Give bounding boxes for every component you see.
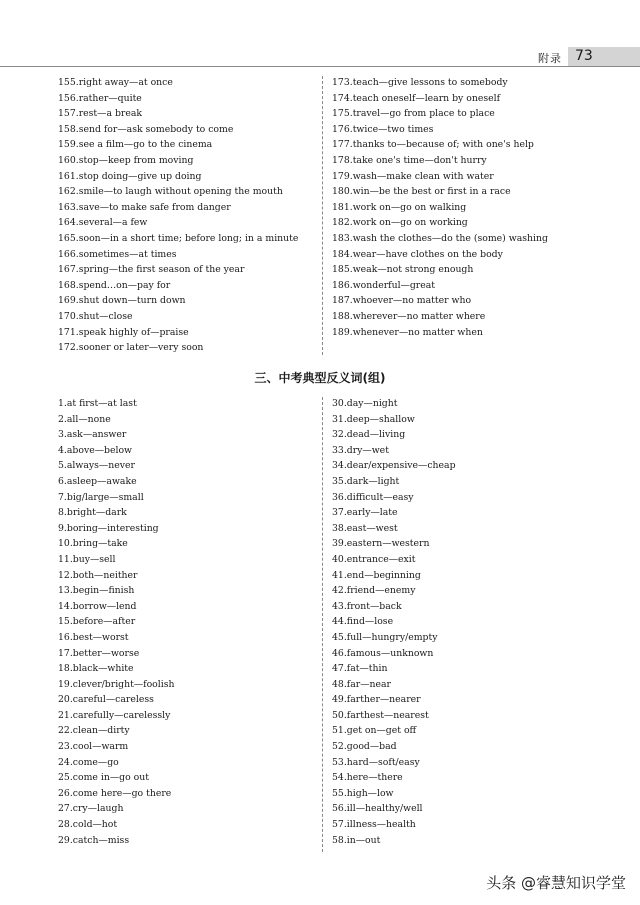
antonym-entry: 7.big/large—small — [58, 491, 144, 503]
antonym-entry: 44.find—lose — [332, 616, 394, 628]
section-title: 三、中考典型反义词(组) — [254, 371, 386, 385]
synonym-entry: 188.wherever—no matter where — [332, 310, 486, 322]
synonym-entry: 183.wash the clothes—do the (some) washing — [332, 232, 548, 244]
synonym-entry: 157.rest—a break — [58, 108, 143, 120]
synonym-list-right — [332, 75, 548, 340]
synonym-entry: 174.teach oneself—learn by oneself — [332, 92, 501, 104]
antonym-entry: 8.bright—dark — [58, 507, 127, 519]
synonym-entry: 184.wear—have clothes on the body — [332, 248, 503, 260]
antonym-entry: 46.famous—unknown — [332, 647, 434, 659]
antonym-entry: 31.deep—shallow — [332, 413, 415, 425]
antonym-entry: 1.at first—at last — [58, 398, 137, 409]
synonym-entry: 179.wash—make clean with water — [332, 170, 494, 182]
synonym-entry: 182.work on—go on working — [332, 217, 468, 229]
antonym-entry: 55.high—low — [332, 787, 394, 799]
antonym-entry: 45.full—hungry/empty — [332, 631, 438, 643]
synonym-entry: 159.see a film—go to the cinema — [58, 139, 213, 151]
synonym-list-left — [58, 75, 298, 356]
antonym-entry: 57.illness—health — [332, 819, 416, 831]
synonym-entry: 167.spring—the first season of the year — [58, 264, 245, 276]
antonym-entry: 48.far—near — [332, 678, 391, 690]
synonym-entry: 171.speak highly of—praise — [58, 326, 189, 338]
antonym-entry: 49.farther—nearer — [332, 694, 421, 706]
antonym-entry: 20.careful—careless — [58, 694, 154, 706]
antonym-entry: 39.eastern—western — [332, 538, 430, 550]
synonym-entry: 189.whenever—no matter when — [332, 326, 483, 338]
antonym-entry: 54.here—there — [332, 772, 403, 784]
antonym-entry: 28.cold—hot — [58, 819, 118, 831]
antonym-entry: 16.best—worst — [58, 631, 129, 643]
synonym-entry: 180.win—be the best or first in a race — [332, 186, 511, 198]
synonym-entry: 166.sometimes—at times — [58, 248, 177, 260]
synonym-entry: 172.sooner or later—very soon — [58, 342, 204, 354]
column-divider-bottom — [322, 397, 323, 852]
synonym-entry: 187.whoever—no matter who — [332, 295, 472, 307]
synonym-entry: 176.twice—two times — [332, 123, 434, 135]
antonym-entry: 21.carefully—carelessly — [58, 709, 171, 721]
antonym-entry: 47.fat—thin — [332, 663, 388, 675]
antonym-entry: 5.always—never — [58, 460, 135, 472]
synonym-entry: 181.work on—go on walking — [332, 201, 467, 213]
synonym-entry: 178.take one's time—don't hurry — [332, 154, 487, 166]
antonym-entry: 25.come in—go out — [58, 772, 149, 784]
synonym-entry: 160.stop—keep from moving — [58, 154, 194, 166]
synonym-entry: 162.smile—to laugh without opening the mouth — [58, 186, 283, 198]
antonym-entry: 27.cry—laugh — [58, 803, 124, 815]
antonym-entry: 22.clean—dirty — [58, 725, 130, 737]
antonym-entry: 51.get on—get off — [332, 725, 417, 737]
antonym-entry: 43.front—back — [332, 600, 402, 612]
page-number: 73 — [575, 48, 593, 64]
antonym-entry: 34.dear/expensive—cheap — [332, 460, 456, 472]
antonym-entry: 12.both—neither — [58, 569, 138, 581]
watermark: 头条 @睿慧知识学堂 — [486, 874, 626, 892]
synonym-entry: 175.travel—go from place to place — [332, 108, 495, 120]
synonym-entry: 186.wonderful—great — [332, 279, 436, 291]
synonym-entry: 155.right away—at once — [58, 77, 173, 88]
antonym-entry: 42.friend—enemy — [332, 585, 416, 597]
antonym-entry: 9.boring—interesting — [58, 522, 159, 534]
antonym-entry: 33.dry—wet — [332, 444, 389, 456]
synonym-entry: 161.stop doing—give up doing — [58, 170, 202, 182]
header-rule — [0, 66, 640, 67]
synonym-entry: 177.thanks to—because of; with one's help — [332, 139, 534, 151]
antonym-entry: 14.borrow—lend — [58, 600, 137, 612]
synonym-entry: 170.shut—close — [58, 310, 133, 322]
antonym-entry: 30.day—night — [332, 398, 398, 409]
antonym-entry: 13.begin—finish — [58, 585, 135, 597]
antonym-entry: 52.good—bad — [332, 741, 397, 753]
column-divider-top — [322, 76, 323, 355]
antonym-entry: 11.buy—sell — [58, 553, 116, 565]
synonym-entry: 173.teach—give lessons to somebody — [332, 77, 508, 88]
antonym-entry: 56.ill—healthy/well — [332, 803, 423, 815]
antonym-entry: 2.all—none — [58, 413, 111, 425]
antonym-entry: 3.ask—answer — [58, 429, 127, 441]
antonym-entry: 32.dead—living — [332, 429, 406, 441]
antonym-entry: 26.come here—go there — [58, 787, 172, 799]
synonym-entry: 164.several—a few — [58, 217, 148, 229]
antonym-entry: 15.before—after — [58, 616, 136, 628]
antonym-entry: 24.come—go — [58, 756, 119, 768]
antonym-entry: 17.better—worse — [58, 647, 140, 659]
antonym-entry: 29.catch—miss — [58, 834, 130, 846]
synonym-entry: 185.weak—not strong enough — [332, 264, 474, 276]
antonym-entry: 38.east—west — [332, 522, 398, 534]
antonym-entry: 36.difficult—easy — [332, 491, 414, 503]
antonym-entry: 37.early—late — [332, 507, 398, 519]
antonym-entry: 6.asleep—awake — [58, 475, 137, 487]
antonym-entry: 18.black—white — [58, 663, 134, 675]
antonym-entry: 41.end—beginning — [332, 569, 421, 581]
synonym-entry: 168.spend…on—pay for — [58, 279, 171, 291]
antonym-entry: 4.above—below — [58, 444, 132, 456]
synonym-entry: 165.soon—in a short time; before long; in a minute — [58, 232, 299, 244]
antonym-entry: 50.farthest—nearest — [332, 709, 429, 721]
antonym-entry: 23.cool—warm — [58, 741, 129, 753]
appendix-label: 附录 — [538, 52, 562, 65]
antonym-list-right — [332, 396, 456, 848]
antonym-entry: 35.dark—light — [332, 475, 400, 487]
synonym-entry: 169.shut down—turn down — [58, 295, 186, 307]
antonym-entry: 19.clever/bright—foolish — [58, 678, 175, 690]
synonym-entry: 163.save—to make safe from danger — [58, 201, 231, 213]
antonym-entry: 58.in—out — [332, 834, 381, 846]
synonym-entry: 158.send for—ask somebody to come — [58, 123, 234, 135]
antonym-entry: 40.entrance—exit — [332, 553, 416, 565]
antonym-entry: 10.bring—take — [58, 538, 128, 550]
synonym-entry: 156.rather—quite — [58, 92, 142, 104]
antonym-entry: 53.hard—soft/easy — [332, 756, 420, 768]
antonym-list-left — [58, 396, 174, 848]
